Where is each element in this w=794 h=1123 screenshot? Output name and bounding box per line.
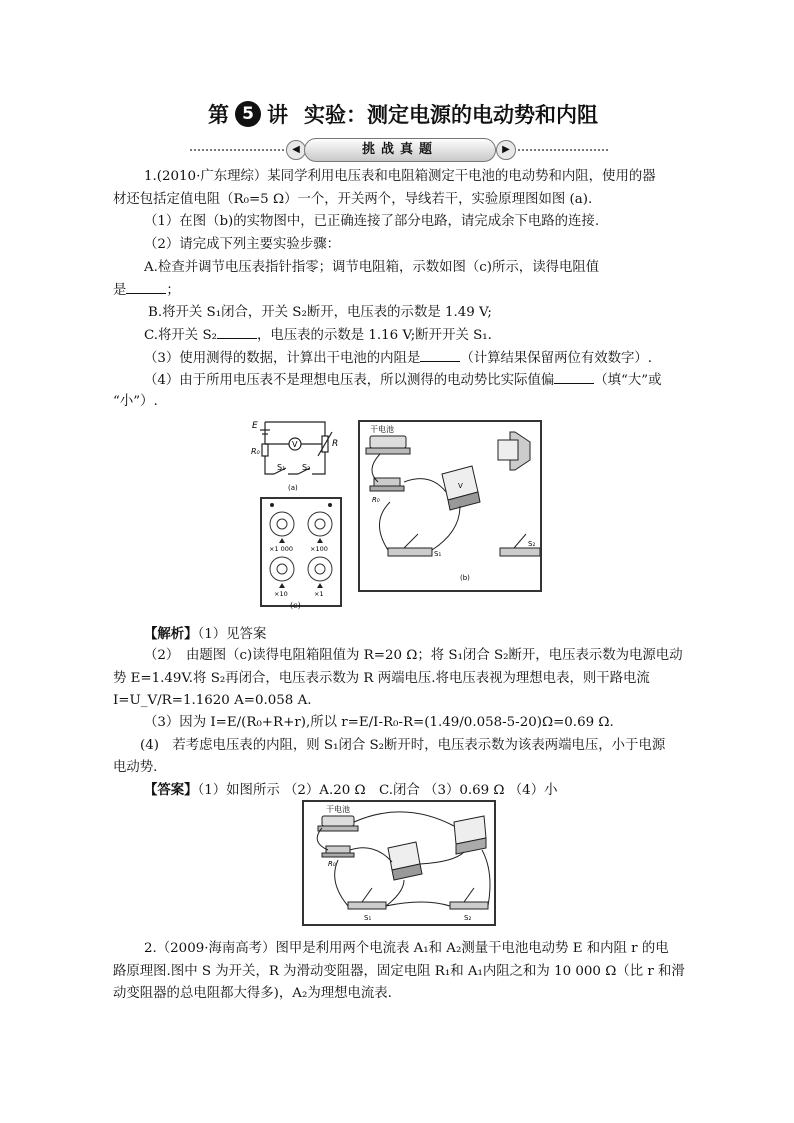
fig-ans-S2: S₂ (464, 914, 472, 922)
fig-a-E: E (252, 421, 258, 431)
q1-line-11: “小”）. (113, 394, 158, 409)
q1-line-2: 材还包括定值电阻（R₀=5 Ω）一个，开关两个，导线若干，实验原理图如图 (a). (113, 192, 593, 207)
q1-line-6-text: 是 (113, 283, 127, 298)
dial-x10: ×10 (274, 590, 288, 598)
fig-b-S1: S₁ (434, 550, 442, 558)
q1-line-8 (144, 324, 492, 347)
analysis-line-1 (144, 623, 266, 646)
banner-arrow-left-icon: ◀ (286, 140, 306, 160)
figure-a-circuit (250, 412, 340, 492)
answer-head: 【答案】 (144, 782, 198, 798)
q2-line-2: 路原理图.图中 S 为开关，R 为滑动变阻器，固定电阻 R₁和 A₁内阻之和为 10 000 Ω（比 r 和滑 (113, 964, 685, 979)
banner-dots-left (190, 149, 294, 151)
page-title (208, 98, 598, 130)
analysis-line-7: 电动势. (113, 760, 158, 775)
q1-line-7: B.将开关 S₁闭合，开关 S₂断开，电压表的示数是 1.49 V; (148, 305, 492, 320)
answer-text: （1）如图所示 （2）A.20 Ω C.闭合 （3）0.69 Ω （4）小 (197, 783, 558, 798)
figure-c-resistance-box (260, 497, 342, 607)
fig-ans-battery: 干电池 (326, 805, 350, 814)
banner-label: 挑战真题 (304, 138, 496, 162)
dial-x100: ×100 (310, 545, 328, 553)
q1-line-6 (113, 279, 180, 302)
fig-ans-S1: S₁ (364, 914, 372, 922)
q1-line-6-end: ； (166, 283, 180, 298)
q2-line-3: 动变阻器的总电阻都大得多)，A₂为理想电流表. (113, 986, 392, 1001)
fig-b-S2: S₂ (528, 540, 536, 548)
answer-blank-4[interactable] (554, 369, 594, 384)
answer-blank-a[interactable] (126, 279, 166, 294)
fig-b-caption: (b) (460, 574, 470, 582)
q1-line-9-a: （3）使用测得的数据，计算出干电池的内阻是 (144, 351, 421, 366)
banner-dots-right (518, 149, 610, 151)
fig-b-battery: 干电池 (370, 425, 394, 434)
q1-line-8-b: ，电压表的示数是 1.16 V;断开开关 S₁. (257, 328, 492, 343)
title-text: 实验：测定电源的电动势和内阻 (304, 103, 598, 127)
fig-a-S2: S₂ (302, 463, 311, 472)
section-banner (190, 138, 610, 162)
analysis-1: （1）见答案 (197, 627, 267, 642)
fig-a-caption: (a) (288, 484, 298, 492)
analysis-line-5: （3）因为 I=E/(R₀+R+r),所以 r=E/I-R₀-R=(1.49/0.058-5-20)Ω=0.69 Ω. (144, 715, 614, 730)
fig-a-S1: S₁ (277, 463, 286, 472)
figure-b-apparatus (358, 420, 542, 592)
title-suffix: 讲 (267, 103, 288, 127)
q1-line-10 (144, 369, 662, 392)
lecture-number: 5 (235, 101, 261, 127)
fig-a-R0: R₀ (251, 447, 260, 456)
dial-x1: ×1 (314, 590, 324, 598)
q1-line-5: A.检查并调节电压表指针指零；调节电阻箱，示数如图（c)所示，读得电阻值 (144, 260, 600, 275)
answer-line (144, 779, 557, 802)
q1-line-8-a: C.将开关 S₂ (144, 328, 217, 343)
fig-a-V: V (292, 440, 298, 449)
answer-blank-c[interactable] (217, 324, 257, 339)
answer-blank-3[interactable] (420, 347, 460, 362)
q1-line-1: 1.(2010·广东理综）某同学利用电压表和电阻箱测定干电池的电动势和内阻，使用的器 (144, 169, 656, 184)
analysis-line-6: (4) 若考虑电压表的内阻，则 S₁闭合 S₂断开时，电压表示数为该表两端电压，小于电源 (140, 738, 666, 753)
analysis-line-4: I=U_V/R=1.1620 A=0.058 A. (113, 693, 312, 708)
analysis-head: 【解析】 (144, 626, 198, 642)
q1-line-9-b: （计算结果保留两位有效数字）. (460, 351, 653, 366)
q1-line-10-a: （4）由于所用电压表不是理想电压表，所以测得的电动势比实际值偏 (144, 373, 555, 388)
analysis-line-2: （2） 由题图（c)读得电阻箱阻值为 R=20 Ω；将 S₁闭合 S₂断开，电压表示数为电源电动 (144, 648, 683, 663)
title-prefix: 第 (208, 103, 229, 127)
analysis-line-3: 势 E=1.49V.将 S₂再闭合，电压表示数为 R 两端电压.将电压表视为理想电表，则干路电流 (113, 671, 650, 686)
q1-line-4: （2）请完成下列主要实验步骤： (144, 237, 340, 252)
figure-answer-apparatus (302, 800, 496, 926)
fig-c-caption: (c) (290, 601, 301, 610)
q1-line-10-b: （填“大”或 (594, 373, 662, 388)
fig-b-R0: R₀ (372, 496, 380, 504)
q1-line-3: （1）在图（b)的实物图中，已正确连接了部分电路，请完成余下电路的连接. (144, 214, 600, 229)
dial-x1000: ×1 000 (269, 545, 294, 553)
fig-a-R: R (332, 439, 339, 449)
fig-ans-R0: R₀ (328, 860, 336, 868)
banner-arrow-right-icon: ▶ (496, 140, 516, 160)
fig-b-V: V (458, 482, 463, 490)
q1-line-9 (144, 347, 652, 370)
q2-line-1: 2.（2009·海南高考）图甲是利用两个电流表 A₁和 A₂测量干电池电动势 E 和内阻 r 的电 (144, 941, 669, 956)
